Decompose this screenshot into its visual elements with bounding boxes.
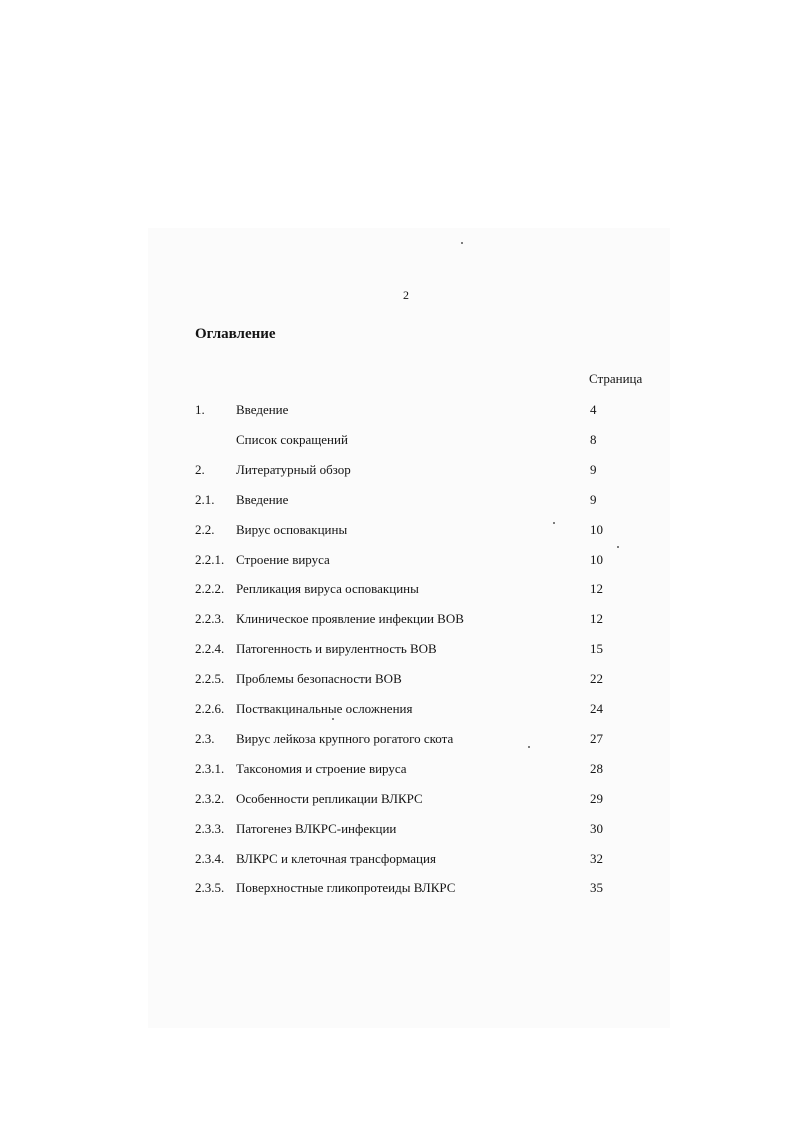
toc-entry-title: Введение [236,491,289,507]
toc-entry [0,432,795,452]
toc-entry-title: Клиническое проявление инфекции ВОВ [236,611,464,627]
toc-entry-title: Особенности репликации ВЛКРС [236,790,423,806]
toc-entry [0,581,795,601]
toc-entry-title: Патогенность и вирулентность ВОВ [236,641,437,657]
toc-entry-number: 2.2.2. [195,581,225,597]
toc-entry-number: 1. [195,402,205,417]
toc-entry-number: 2.2.1. [195,551,225,567]
toc-entry [0,880,795,900]
toc-entry-page: 29 [590,790,603,806]
page-title: Оглавление [195,326,276,342]
toc-entry-number: 2.3. [195,730,215,746]
toc-entry-number: 2.3.4. [195,850,225,866]
toc-entry [0,851,795,871]
toc-entry [0,522,795,542]
toc-entry-title: Репликация вируса осповакцины [236,581,419,597]
toc-entry-page: 12 [590,611,603,627]
toc-entry [0,791,795,811]
toc-entry [0,821,795,841]
toc-entry-title: Введение [236,402,289,417]
toc-entry [0,731,795,751]
toc-entry-page: 27 [590,730,603,746]
toc-entry [0,611,795,631]
toc-entry-number: 2. [195,461,205,477]
toc-entry-page: 10 [590,551,603,567]
toc-entry-title: Поствакцинальные осложнения [236,701,413,716]
toc-entry-page: 9 [590,491,597,507]
toc-entry [0,462,795,482]
toc-entry-page: 12 [590,581,603,597]
toc-entry-number: 2.3.2. [195,790,225,806]
page-number: 2 [403,288,409,302]
toc-entry-number: 2.1. [195,491,215,507]
toc-entry [0,701,795,721]
toc-entry [0,671,795,691]
toc-entry [0,761,795,781]
toc-entry-number: 2.2.3. [195,611,225,627]
toc-entry-number: 2.3.1. [195,760,225,776]
toc-entry-number: 2.2.6. [195,701,225,716]
toc-entry [0,492,795,512]
toc-entry-title: Список сокращений [236,431,348,447]
toc-entry-page: 24 [590,701,603,716]
toc-entry-number: 2.2.5. [195,671,225,687]
toc-entry-title: Поверхностные гликопротеиды ВЛКРС [236,880,456,896]
toc-entry-page: 32 [590,850,603,866]
toc-entry-title: Литературный обзор [236,461,351,477]
toc-entry-page: 22 [590,671,603,687]
toc-entry-title: Вирус лейкоза крупного рогатого скота [236,730,454,746]
toc-entry-number: 2.2. [195,521,215,537]
toc-entry-page: 35 [590,880,603,896]
toc-entry-page: 30 [590,820,603,836]
toc-entry-title: Вирус осповакцины [236,521,348,537]
toc-entry-page: 4 [590,402,597,417]
toc-entry [0,402,795,422]
toc-entry-title: Проблемы безопасности ВОВ [236,671,402,687]
toc-entry-title: Строение вируса [236,551,330,567]
toc-entry-title: Патогенез ВЛКРС-инфекции [236,820,397,836]
toc-entry-page: 9 [590,461,597,477]
toc-entry [0,641,795,661]
toc-entry-number: 2.3.5. [195,880,225,896]
toc-entry-page: 15 [590,641,603,657]
toc-entry-title: ВЛКРС и клеточная трансформация [236,850,436,866]
toc-entry [0,552,795,572]
page-column-header: Страница [589,371,643,386]
toc-entry-number: 2.3.3. [195,820,225,836]
toc-entry-title: Таксономия и строение вируса [236,760,407,776]
toc-entry-page: 28 [590,760,603,776]
toc-entry-page: 10 [590,521,603,537]
toc-entry-number: 2.2.4. [195,641,225,657]
toc-entry-page: 8 [590,431,597,447]
